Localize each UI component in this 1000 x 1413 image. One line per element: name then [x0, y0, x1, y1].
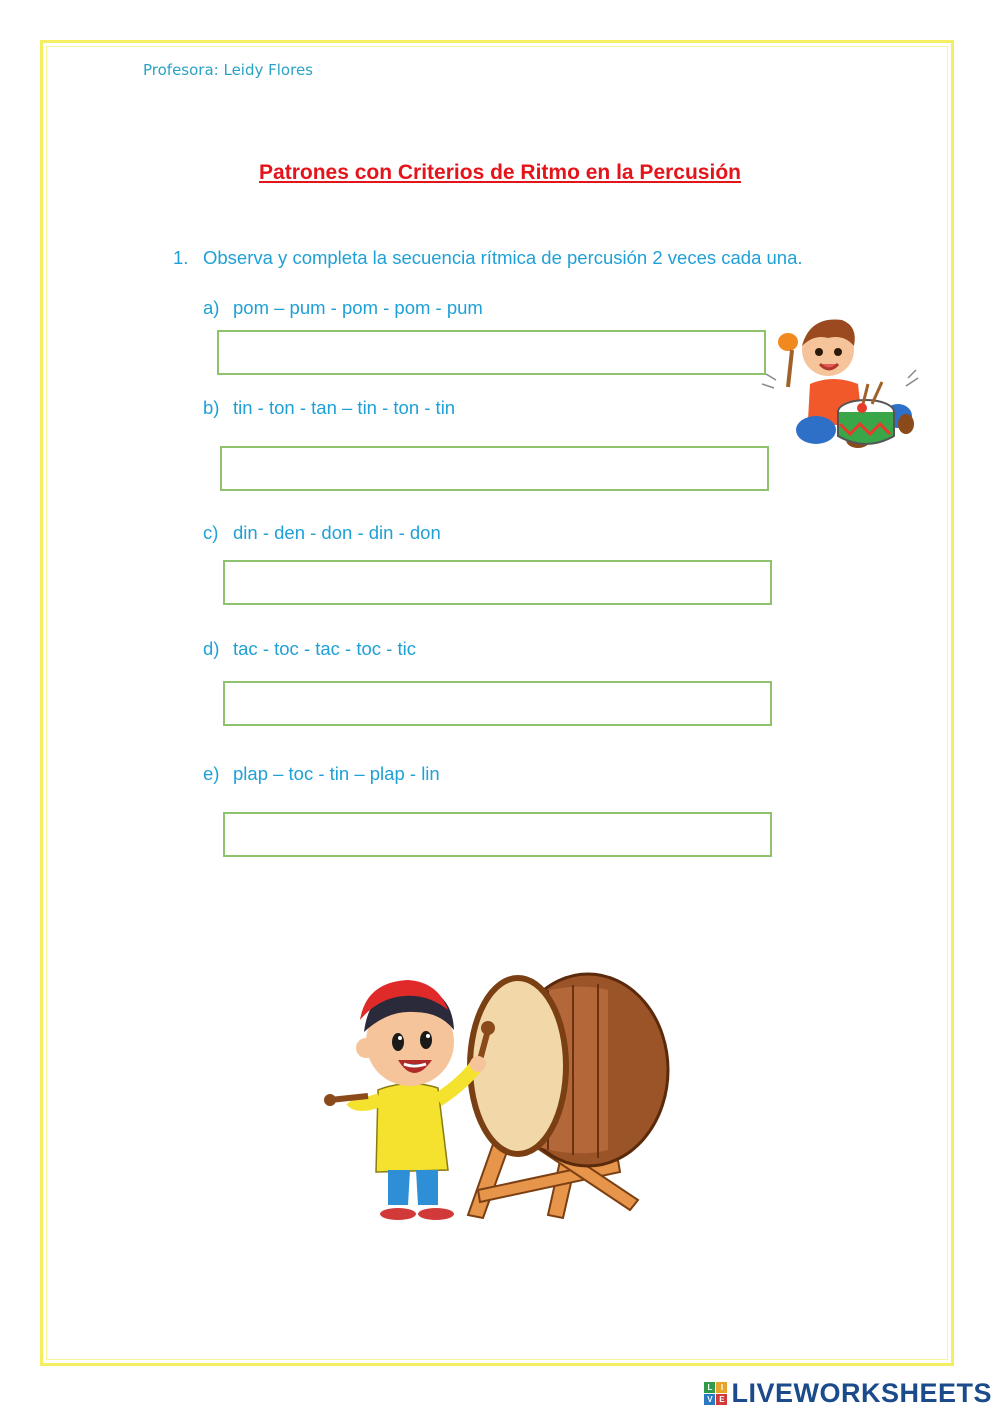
item-letter: c) — [203, 522, 219, 543]
item-letter: e) — [203, 763, 220, 784]
answer-input-d[interactable] — [223, 681, 772, 726]
item-e-label — [203, 763, 440, 785]
instruction-number: 1. — [173, 247, 189, 268]
item-a-label — [203, 297, 483, 319]
item-letter: d) — [203, 638, 220, 659]
child-drum-illustration — [758, 312, 923, 462]
item-pattern: tac - toc - tac - toc - tic — [233, 638, 416, 659]
worksheet-title: Patrones con Criterios de Ritmo en la Percusión — [259, 161, 741, 184]
item-c-label — [203, 522, 441, 544]
item-d-label — [203, 638, 416, 660]
answer-input-c[interactable] — [223, 560, 772, 605]
item-pattern: plap – toc - tin – plap - lin — [233, 763, 440, 784]
brand-name: LIVEWORKSHEETS — [731, 1378, 992, 1408]
item-pattern: tin - ton - tan – tin - ton - tin — [233, 397, 456, 418]
item-letter: b) — [203, 397, 220, 418]
answer-input-a[interactable] — [217, 330, 766, 375]
liveworksheets-logo[interactable] — [704, 1378, 992, 1409]
boy-big-drum-illustration — [318, 960, 688, 1235]
teacher-name: Profesora: Leidy Flores — [143, 61, 313, 79]
logo-mark-icon: L I V E — [704, 1382, 727, 1405]
answer-input-b[interactable] — [220, 446, 769, 491]
instruction — [173, 247, 803, 269]
item-letter: a) — [203, 297, 220, 318]
answer-input-e[interactable] — [223, 812, 772, 857]
item-b-label — [203, 397, 455, 419]
item-pattern: din - den - don - din - don — [233, 522, 441, 543]
item-pattern: pom – pum - pom - pom - pum — [233, 297, 483, 318]
instruction-text: Observa y completa la secuencia rítmica de percusión 2 veces cada una. — [203, 247, 803, 268]
